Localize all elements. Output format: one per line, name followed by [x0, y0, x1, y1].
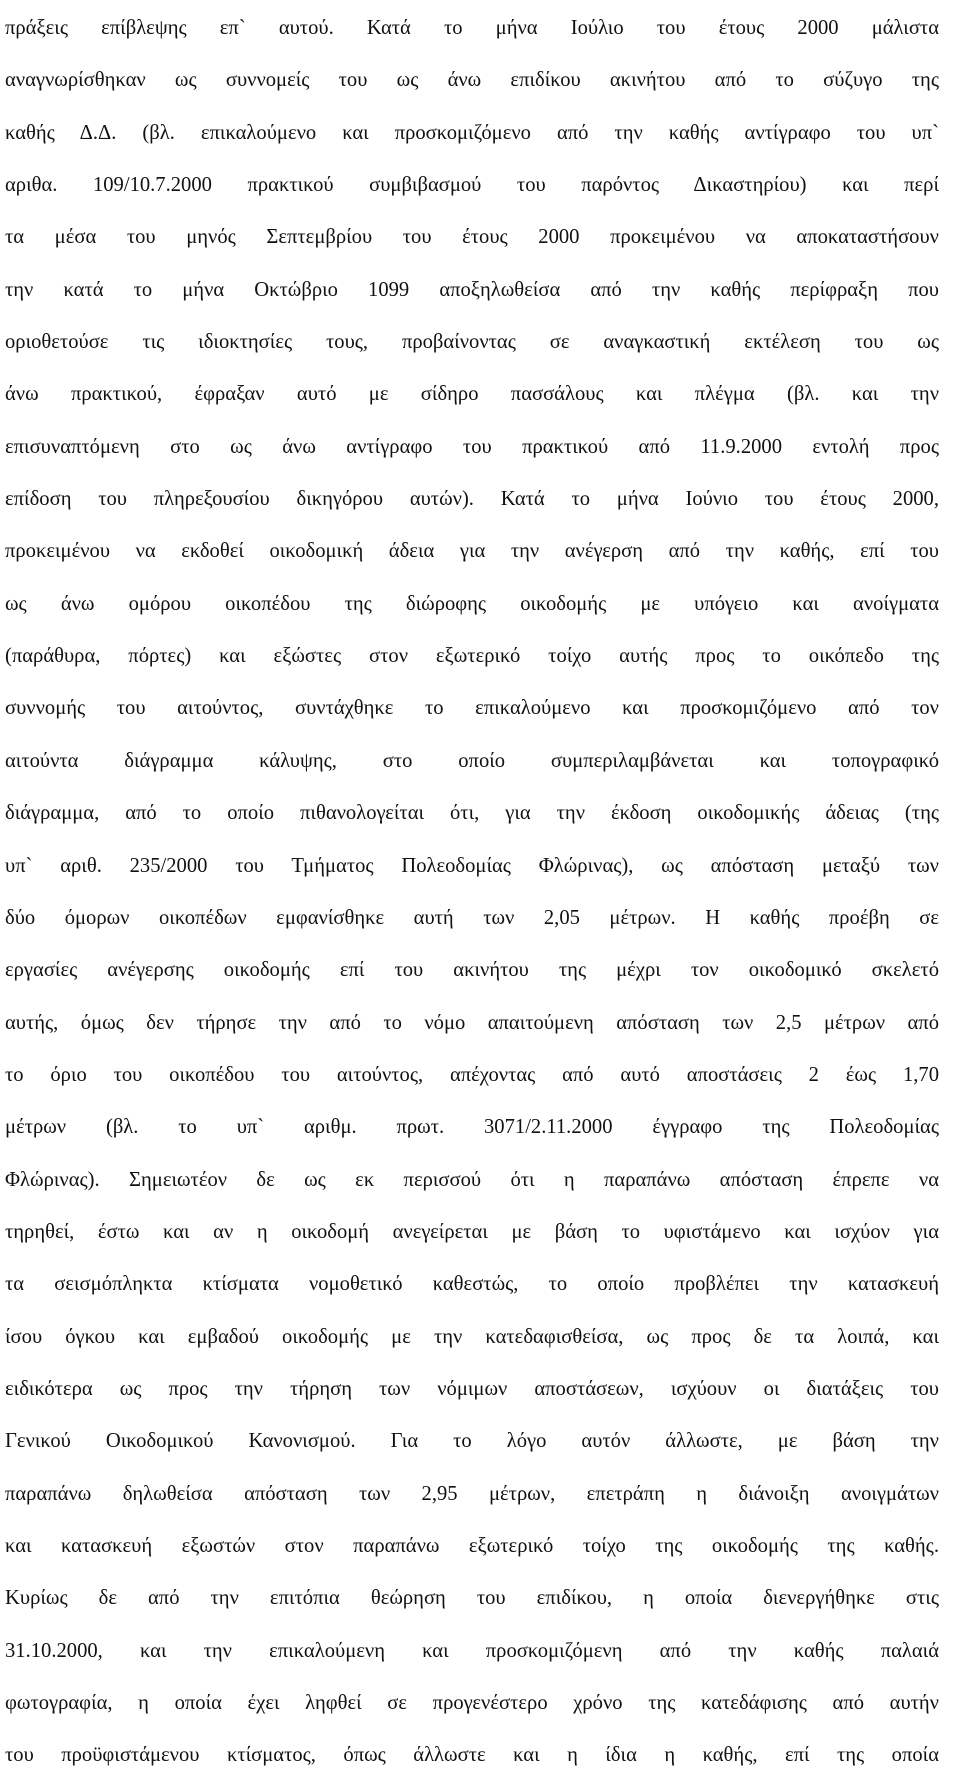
- text-line: δύο όμορων οικοπέδων εμφανίσθηκε αυτή των 2,05 μέτρων. Η καθής προέβη σε: [5, 906, 939, 929]
- text-line: Κυρίως δε από την επιτόπια θεώρηση του επιδίκου, η οποία διενεργήθηκε στις: [5, 1587, 939, 1610]
- text-line: αυτής, όμως δεν τήρησε την από το νόμο απαιτούμενη απόσταση των 2,5 μέτρων από: [5, 1011, 939, 1034]
- text-line: του προϋφιστάμενου κτίσματος, όπως άλλωστε και η ίδια η καθής, επί της οποία: [5, 1744, 939, 1767]
- text-line: Γενικού Οικοδομικού Κανονισμού. Για το λόγο αυτόν άλλωστε, με βάση την: [5, 1430, 939, 1453]
- text-line: οριοθετούσε τις ιδιοκτησίες τους, προβαίνοντας σε αναγκαστική εκτέλεση του ως: [5, 331, 939, 354]
- document-page: [5, 0, 939, 1782]
- text-line: αριθα. 109/10.7.2000 πρακτικού συμβιβασμού του παρόντος Δικαστηρίου) και περί: [5, 174, 939, 197]
- text-line: το όριο του οικοπέδου του αιτούντος, απέχοντας από αυτό αποστάσεις 2 έως 1,70: [5, 1063, 939, 1086]
- text-line: υπ` αριθ. 235/2000 του Τμήματος Πολεοδομίας Φλώρινας), ως απόσταση μεταξύ των: [5, 854, 939, 877]
- text-line: εργασίες ανέγερσης οικοδομής επί του ακινήτου της μέχρι τον οικοδομικό σκελετό: [5, 959, 939, 982]
- text-line: παραπάνω δηλωθείσα απόσταση των 2,95 μέτρων, επετράπη η διάνοιξη ανοιγμάτων: [5, 1482, 939, 1505]
- text-line: Φλώρινας). Σημειωτέον δε ως εκ περισσού ότι η παραπάνω απόσταση έπρεπε να: [5, 1168, 939, 1191]
- text-line: διάγραμμα, από το οποίο πιθανολογείται ότι, για την έκδοση οικοδομικής άδειας (της: [5, 802, 939, 825]
- text-line: αναγνωρίσθηκαν ως συννομείς του ως άνω επιδίκου ακινήτου από το σύζυγο της: [5, 69, 939, 92]
- text-line: προκειμένου να εκδοθεί οικοδομική άδεια για την ανέγερση από την καθής, επί του: [5, 540, 939, 563]
- text-line: την κατά το μήνα Οκτώβριο 1099 αποξηλωθείσα από την καθής περίφραξη που: [5, 278, 939, 301]
- text-line: (παράθυρα, πόρτες) και εξώστες στον εξωτερικό τοίχο αυτής προς το οικόπεδο της: [5, 645, 939, 668]
- text-line: πράξεις επίβλεψης επ` αυτού. Κατά το μήνα Ιούλιο του έτους 2000 μάλιστα: [5, 17, 939, 39]
- text-line: επισυναπτόμενη στο ως άνω αντίγραφο του πρακτικού από 11.9.2000 εντολή προς: [5, 435, 939, 458]
- document-body: [5, 0, 939, 1782]
- text-line: συννομής του αιτούντος, συντάχθηκε το επικαλούμενο και προσκομιζόμενο από τον: [5, 697, 939, 720]
- text-line: μέτρων (βλ. το υπ` αριθμ. πρωτ. 3071/2.11.2000 έγγραφο της Πολεοδομίας: [5, 1116, 939, 1139]
- text-line: άνω πρακτικού, έφραξαν αυτό με σίδηρο πασσάλους και πλέγμα (βλ. και την: [5, 383, 939, 406]
- text-line: φωτογραφία, η οποία έχει ληφθεί σε προγενέστερο χρόνο της κατεδάφισης από αυτήν: [5, 1692, 939, 1714]
- text-line: 31.10.2000, και την επικαλούμενη και προσκομιζόμενη από την καθής παλαιά: [5, 1639, 939, 1662]
- text-line: επίδοση του πληρεξουσίου δικηγόρου αυτών). Κατά το μήνα Ιούνιο του έτους 2000,: [5, 488, 939, 511]
- text-line: τα μέσα του μηνός Σεπτεμβρίου του έτους 2000 προκειμένου να αποκαταστήσουν: [5, 226, 939, 249]
- text-line: ως άνω ομόρου οικοπέδου της διώροφης οικοδομής με υπόγειο και ανοίγματα: [5, 592, 939, 615]
- text-line: τα σεισμόπληκτα κτίσματα νομοθετικό καθεστώς, το οποίο προβλέπει την κατασκευή: [5, 1273, 939, 1296]
- text-line: ίσου όγκου και εμβαδού οικοδομής με την κατεδαφισθείσα, ως προς δε τα λοιπά, και: [5, 1325, 939, 1348]
- text-line: και κατασκευή εξωστών στον παραπάνω εξωτερικό τοίχο της οικοδομής της καθής.: [5, 1534, 939, 1557]
- text-line: τηρηθεί, έστω και αν η οικοδομή ανεγείρεται με βάση το υφιστάμενο και ισχύον για: [5, 1220, 939, 1243]
- text-line: αιτούντα διάγραμμα κάλυψης, στο οποίο συμπεριλαμβάνεται και τοπογραφικό: [5, 749, 939, 772]
- text-line: καθής Δ.Δ. (βλ. επικαλούμενο και προσκομιζόμενο από την καθής αντίγραφο του υπ`: [5, 121, 939, 144]
- text-line: ειδικότερα ως προς την τήρηση των νόμιμων αποστάσεων, ισχύουν οι διατάξεις του: [5, 1377, 939, 1400]
